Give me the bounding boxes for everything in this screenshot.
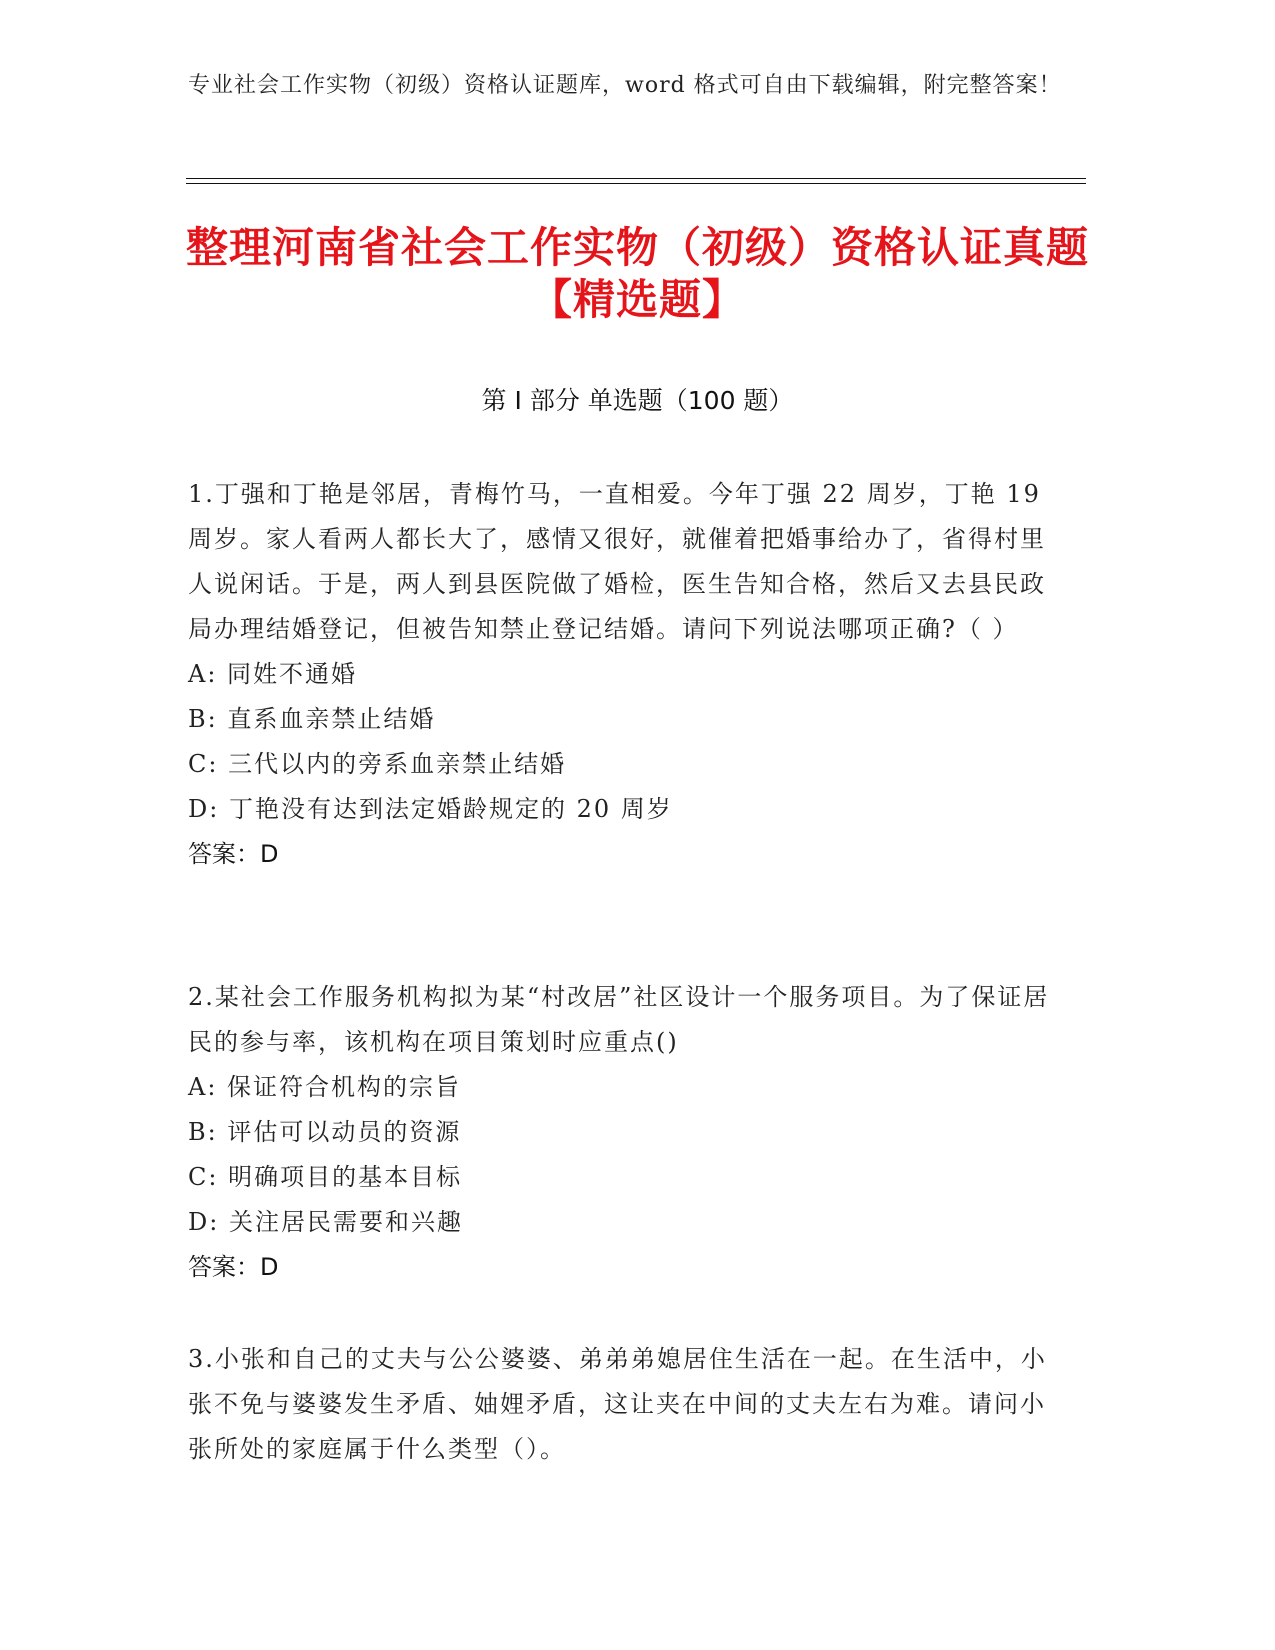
option-d: D: 丁艳没有达到法定婚龄规定的 20 周岁 <box>188 795 673 823</box>
question-stem: 2.某社会工作服务机构拟为某“村改居”社区设计一个服务项目。为了保证居民的参与率，该机构在项目策划时应重点() <box>188 983 1050 1056</box>
option-a: A: 保证符合机构的宗旨 <box>188 1073 462 1101</box>
answer: 答案：D <box>188 840 279 868</box>
option-a: A: 同姓不通婚 <box>188 660 358 688</box>
option-b: B: 直系血亲禁止结婚 <box>188 705 436 733</box>
header-note: 专业社会工作实物（初级）资格认证题库，word 格式可自由下载编辑，附完整答案！ <box>188 73 1062 98</box>
option-c: C: 明确项目的基本目标 <box>188 1163 463 1191</box>
header-divider-top <box>186 178 1086 179</box>
option-c: C: 三代以内的旁系血亲禁止结婚 <box>188 750 567 778</box>
section-title: 第 I 部分 单选题（100 题） <box>481 386 794 415</box>
option-d: D: 关注居民需要和兴趣 <box>188 1208 463 1236</box>
question-stem: 1.丁强和丁艳是邻居，青梅竹马，一直相爱。今年丁强 22 周岁，丁艳 19 周岁。家人看两人都长大了，感情又很好，就催着把婚事给办了，省得村里人说闲话。于是，两人到县医院做了婚检，医生告知合格，然后又去县民政局办理结婚登记，但被告知禁止登记结婚。请问下列说法哪项正确?（ ） <box>188 480 1046 643</box>
question-3 <box>188 1337 1068 1472</box>
document-title: 整理河南省社会工作实物（初级）资格认证真题【精选题】 <box>185 223 1089 324</box>
question-2 <box>188 975 1068 1290</box>
question-1 <box>188 472 1068 877</box>
question-stem: 3.小张和自己的丈夫与公公婆婆、弟弟弟媳居住生活在一起。在生活中，小张不免与婆婆发生矛盾、妯娌矛盾，这让夹在中间的丈夫左右为难。请问小张所处的家庭属于什么类型（）。 <box>188 1345 1047 1463</box>
option-b: B: 评估可以动员的资源 <box>188 1118 462 1146</box>
header-divider-bottom <box>186 183 1086 184</box>
answer: 答案：D <box>188 1253 279 1281</box>
